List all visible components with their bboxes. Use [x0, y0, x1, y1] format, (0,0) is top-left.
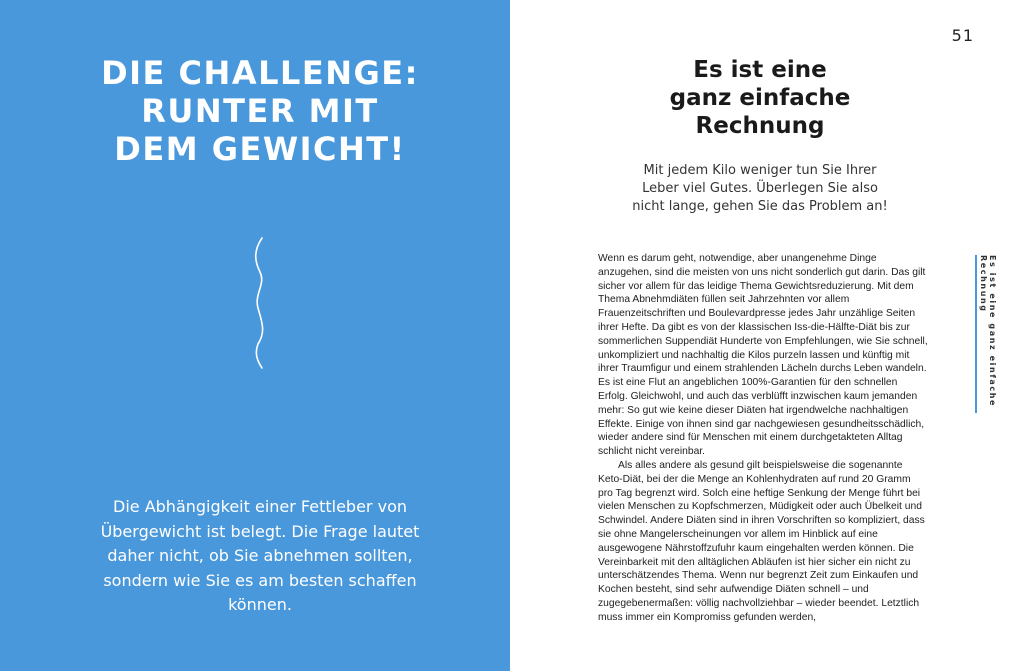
- body-text: [598, 252, 928, 625]
- chapter-teaser: Die Abhängigkeit einer Fettleber von Übergewicht ist belegt. Die Frage lautet daher nicht, ob Sie abnehmen sollten, sondern wie Sie es am besten schaffen können.: [100, 497, 420, 614]
- section-heading-line: Es ist eine: [693, 57, 827, 83]
- running-header-vertical: Es ist eine ganz einfache Rechnung: [975, 255, 997, 413]
- chapter-title-line: DIE CHALLENGE:: [101, 54, 419, 92]
- section-heading-line: ganz einfache: [669, 85, 851, 111]
- chapter-title-line: DEM GEWICHT!: [114, 130, 406, 168]
- section-heading-line: Rechnung: [695, 113, 825, 139]
- section-heading: [650, 56, 870, 140]
- body-paragraph: Als alles andere als gesund gilt beispielsweise die sogenannte Keto-Diät, bei der die Menge an Kohlenhydraten auf rund 20 Gramm pro Tag begrenzt wird. Solch eine heftige Senkung der Menge führt bei vielen Menschen zu Kopfschmerzen, Müdigkeit oder auch Übelkeit und Schwindel. Andere Diäten sind in ihren Vorschriften so kompliziert, dass sie ohne Mangelerscheinungen vor allem im Hinblick auf eine ausgewogene Nährstoffzufuhr kaum eingehalten werden können. Die Vereinbarkeit mit den alltäglichen Abläufen ist hier sicher ein nicht zu unterschätzendes Thema. Wenn nur begrenzt Zeit zum Einkaufen und Kochen besteht, sind sehr aufwendige Diäten schnell – und zugegebenermaßen: völlig nachvollziehbar – wieder beendet. Letztlich muss immer ein Kompromiss gefunden werden,: [598, 459, 925, 623]
- chapter-title-line: RUNTER MIT: [141, 92, 379, 130]
- right-page: [510, 0, 1020, 671]
- section-intro: Mit jedem Kilo weniger tun Sie Ihrer Leber viel Gutes. Überlegen Sie also nicht lange, gehen Sie das Problem an!: [632, 163, 888, 214]
- wavy-line-icon: [240, 236, 280, 370]
- chapter-title: [40, 54, 480, 168]
- page-number: 51: [951, 26, 974, 45]
- body-paragraph: Wenn es darum geht, notwendige, aber unangenehme Dinge anzugehen, sind die meisten von uns nicht sonderlich gut darin. Das gilt sicher vor allem für das leidige Thema Gewichtsreduzierung. Mit dem Thema Abnehmdiäten füllen seit Jahrzehnten vor allem Frauenzeitschriften und Boulevardpresse jedes Jahr unzählige Seiten ihrer Hefte. Da gibt es von der klassischen Iss-die-Hälfte-Diät bis zur sommerlichen Suppendiät Hunderte von Empfehlungen, wie Sie schnell, unkompliziert und nachhaltig die Kilos purzeln lassen und künftig mit ihrer Traumfigur und einem strahlenden Lächeln durchs Leben wandeln. Es ist eine Flut an angeblichen 100%-Garantien für den schnellen Erfolg. Gleichwohl, und auch das verblüfft inzwischen kaum jemanden mehr: So gut wie keine dieser Diäten hat irgendwelche nachhaltigen Effekte. Einige von ihnen sind gar nachgewiesen gesundheitsschädlich, wieder andere sind für Menschen mit einem durchgetakteten Alltag schlicht nicht vereinbar.: [598, 253, 928, 458]
